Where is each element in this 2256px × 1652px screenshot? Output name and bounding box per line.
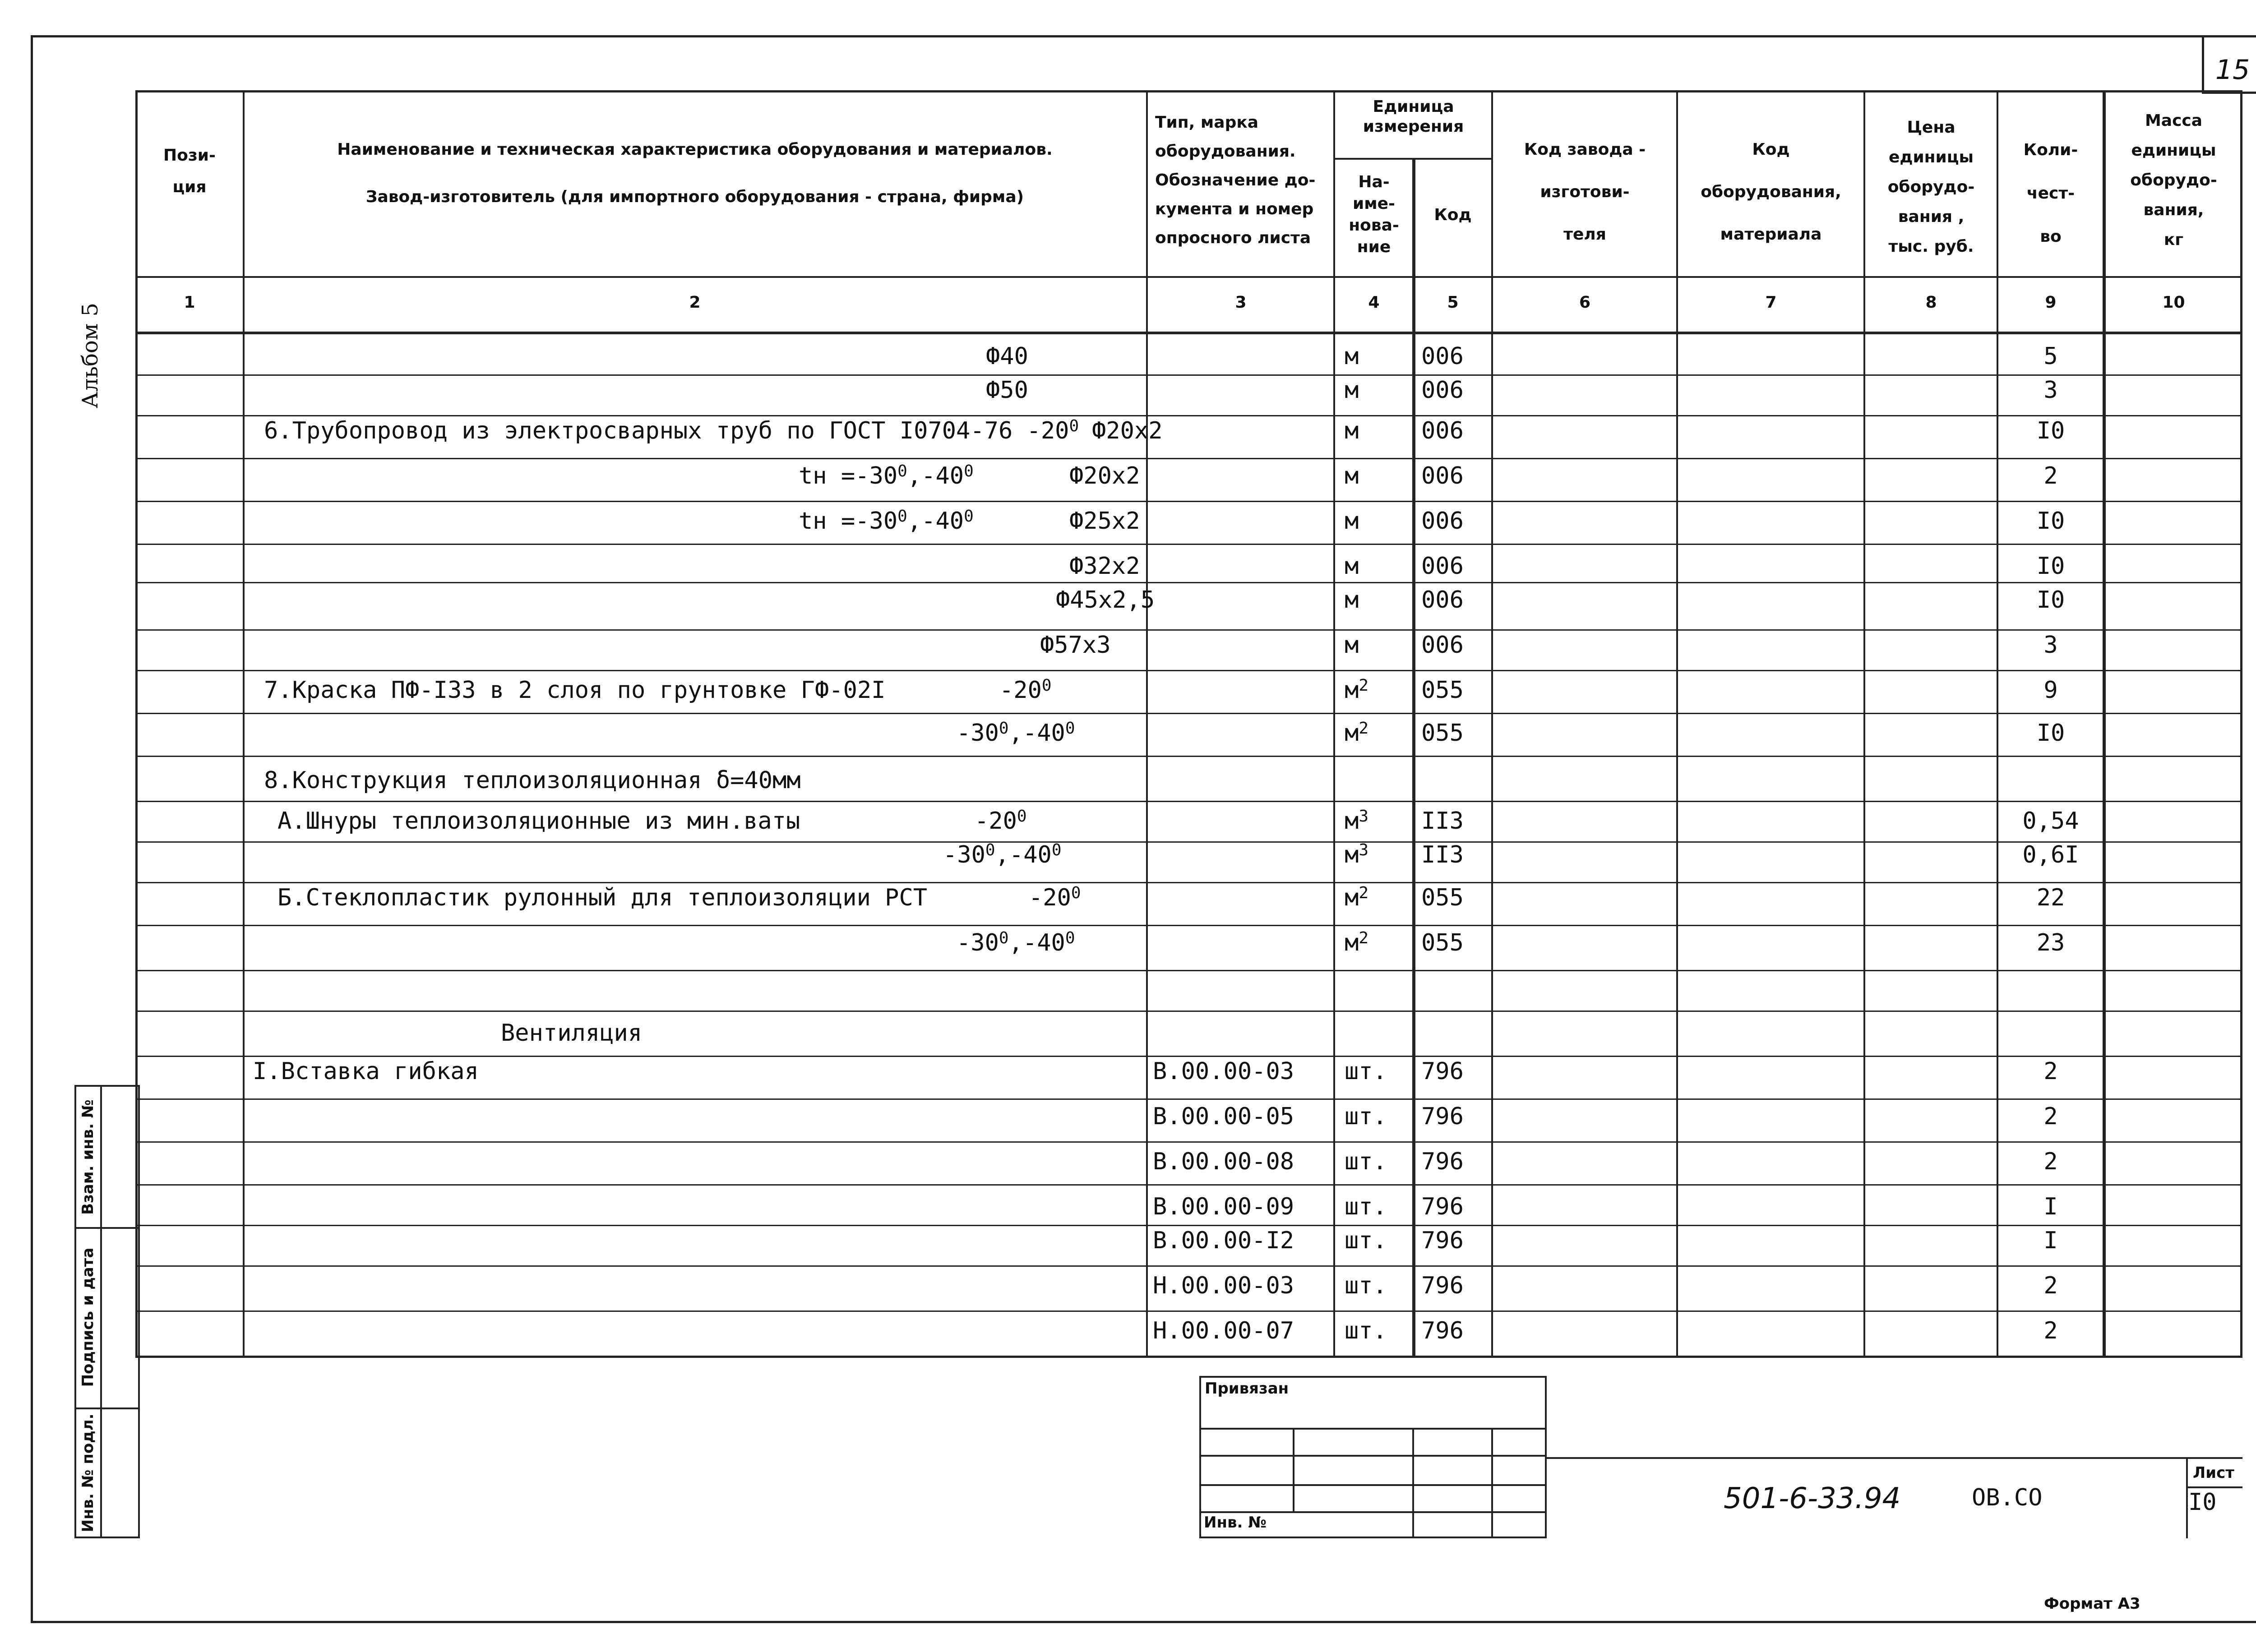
row-code: 055 <box>1421 884 1464 911</box>
row-qty: 0,54 <box>2022 808 2079 835</box>
row-name: Б.Стеклопластик рулонный для теплоизоляции РСТ <box>277 884 928 911</box>
colnum-1: 1 <box>184 293 195 312</box>
hdr-col2-line1: Наименование и техническая характеристика оборудования и материалов. <box>337 140 1053 159</box>
row-name: Ф45х2,5 <box>1056 586 1155 614</box>
row-qty: I <box>2043 1227 2058 1254</box>
row-divider <box>135 1141 2242 1143</box>
col-line-5 <box>1491 90 1493 1358</box>
row-divider <box>135 1056 2242 1057</box>
hdr-col5: Код <box>1434 206 1472 224</box>
row-divider <box>135 629 2242 631</box>
row-unit: шт. <box>1345 1058 1387 1085</box>
row-unit: м <box>1345 343 1359 370</box>
row-divider <box>135 841 2242 843</box>
row-unit: м <box>1345 632 1359 659</box>
row-qty: 2 <box>2043 1058 2058 1085</box>
row-divider <box>135 925 2242 926</box>
row-qty: 0,6I <box>2022 841 2079 868</box>
row-divider <box>135 415 2242 416</box>
row-unit: $м^3$ <box>1345 841 1368 868</box>
row-divider <box>135 458 2242 459</box>
row-code: 006 <box>1421 377 1464 404</box>
sheet-label: Лист <box>2193 1464 2234 1482</box>
col-line-6 <box>1676 90 1678 1358</box>
col-line-2 <box>1146 90 1148 1358</box>
row-unit: шт. <box>1345 1103 1387 1130</box>
privyazan-vline-1 <box>1293 1428 1294 1511</box>
row-name: $-30^0,-40^0$ <box>943 841 1062 868</box>
row-qty: 2 <box>2043 1272 2058 1299</box>
row-name: tн $=-30^0,-40^0$ <box>799 507 974 535</box>
row-divider <box>135 374 2242 376</box>
row-code: 796 <box>1421 1317 1464 1344</box>
row-qty: I <box>2043 1193 2058 1220</box>
colnum-10: 10 <box>2162 293 2185 312</box>
row-unit: шт. <box>1345 1193 1387 1220</box>
col-line-9 <box>2103 90 2106 1358</box>
row-divider <box>135 1011 2242 1012</box>
row-name: Ф50 <box>986 377 1028 404</box>
row-divider <box>135 544 2242 545</box>
row-divider <box>135 1184 2242 1186</box>
album-label: Альбом 5 <box>78 303 103 408</box>
col-line-8 <box>1997 90 1998 1358</box>
hdr-col10: Масса единицы оборудо- вания, кг <box>2130 111 2217 249</box>
row-name-tail: $-20^0$ <box>975 807 1027 835</box>
row-unit: м <box>1345 462 1359 489</box>
row-unit: м <box>1345 508 1359 535</box>
row-name-tail: $-20^0$ <box>999 676 1052 704</box>
colnum-7: 7 <box>1765 293 1777 312</box>
row-name: Вентиляция <box>501 1020 643 1047</box>
privyazan-vline-3 <box>1491 1428 1493 1538</box>
row-name: 6.Трубопровод из электросварных труб по ГОСТ I0704-76 $-20^0$ <box>264 417 1079 444</box>
col-line-7 <box>1863 90 1865 1358</box>
title-block-line <box>1547 1457 2242 1459</box>
row-code: 796 <box>1421 1193 1464 1220</box>
row-code: 055 <box>1421 929 1464 956</box>
row-type: В.00.00-03 <box>1153 1058 1294 1085</box>
row-code: 055 <box>1421 677 1464 704</box>
row-name-tail: $-20^0$ <box>1029 884 1081 911</box>
row-qty: I0 <box>2036 586 2065 614</box>
row-code: II3 <box>1421 808 1464 835</box>
row-qty: 22 <box>2036 884 2065 911</box>
row-unit: $м^2$ <box>1345 929 1368 956</box>
doc-number: 501-6-33.94 <box>1724 1482 1901 1515</box>
colnum-5: 5 <box>1447 293 1459 312</box>
privyazan-line-3 <box>1199 1484 1547 1486</box>
row-name: 8.Конструкция теплоизоляционная δ=40мм <box>264 767 801 794</box>
col-line-4 <box>1412 158 1415 1358</box>
row-name: $-30^0,-40^0$ <box>957 719 1075 747</box>
row-code: 006 <box>1421 508 1464 535</box>
row-code: 006 <box>1421 417 1464 444</box>
row-code: 796 <box>1421 1272 1464 1299</box>
row-name: $-30^0,-40^0$ <box>957 929 1075 956</box>
hdr-col45-group: Единица измерения <box>1363 97 1464 136</box>
col-line-3 <box>1333 90 1335 1358</box>
row-divider <box>135 801 2242 802</box>
row-qty: 2 <box>2043 1103 2058 1130</box>
left-strip-vzam: Взам. инв. № <box>79 1099 97 1215</box>
row-code: 006 <box>1421 553 1464 580</box>
row-divider <box>135 501 2242 502</box>
stamp-top-line <box>135 1356 2242 1357</box>
row-qty: I0 <box>2036 508 2065 535</box>
hdr-col6: Код завода - изготови- теля <box>1524 140 1646 244</box>
doc-code: ОВ.СО <box>1972 1484 2043 1511</box>
row-code: 006 <box>1421 586 1464 614</box>
row-qty: 23 <box>2036 929 2065 956</box>
row-unit: шт. <box>1345 1227 1387 1254</box>
header-bottom-line <box>135 276 2242 278</box>
col-line-1 <box>243 90 245 1358</box>
row-type: В.00.00-08 <box>1153 1148 1294 1175</box>
row-code: 796 <box>1421 1148 1464 1175</box>
privyazan-label: Привязан <box>1205 1380 1289 1398</box>
page-number: 15 <box>2215 54 2250 86</box>
row-name: Ф57х3 <box>1040 632 1111 659</box>
row-type: В.00.00-09 <box>1153 1193 1294 1220</box>
row-divider <box>135 970 2242 971</box>
row-type: В.00.00-05 <box>1153 1103 1294 1130</box>
row-name-tail: Ф25х2 <box>1069 508 1140 535</box>
row-type: Н.00.00-07 <box>1153 1317 1294 1344</box>
row-unit: шт. <box>1345 1317 1387 1344</box>
row-unit: $м^2$ <box>1345 676 1368 704</box>
row-name: Ф32х2 <box>1069 553 1140 580</box>
inv-no-label: Инв. № <box>1204 1514 1267 1532</box>
row-name: tн $=-30^0,-40^0$ <box>799 462 974 489</box>
hdr-col4: На- име- нова- ние <box>1349 173 1399 256</box>
row-divider <box>135 1311 2242 1312</box>
row-type: Н.00.00-03 <box>1153 1272 1294 1299</box>
privyazan-line-1 <box>1199 1428 1547 1430</box>
row-code: 796 <box>1421 1227 1464 1254</box>
row-qty: I0 <box>2036 720 2065 747</box>
row-qty: 5 <box>2043 343 2058 370</box>
row-name: А.Шнуры теплоизоляционные из мин.ваты <box>277 808 800 835</box>
row-divider <box>135 1265 2242 1267</box>
left-strip-divider <box>100 1085 102 1538</box>
row-code: II3 <box>1421 841 1464 868</box>
row-name: I.Вставка гибкая <box>253 1058 479 1085</box>
hdr-col3: Тип, марка оборудования. Обозначение до- кумента и номер опросного листа <box>1155 113 1316 247</box>
colnum-bottom-line <box>135 332 2242 334</box>
row-qty: 2 <box>2043 1148 2058 1175</box>
privyazan-vline-2 <box>1412 1428 1414 1538</box>
row-qty: 3 <box>2043 632 2058 659</box>
hdr-col2-line2: Завод-изготовитель (для импортного оборудования - страна, фирма) <box>365 188 1024 206</box>
row-qty: 9 <box>2043 677 2058 704</box>
privyazan-line-4 <box>1199 1511 1547 1513</box>
row-qty: 3 <box>2043 377 2058 404</box>
hdr-col9: Коли- чест- во <box>2023 141 2078 246</box>
row-divider <box>135 756 2242 757</box>
row-code: 006 <box>1421 632 1464 659</box>
format-label: Формат А3 <box>2044 1595 2140 1613</box>
row-unit: $м^2$ <box>1345 719 1368 747</box>
colnum-8: 8 <box>1925 293 1937 312</box>
row-divider <box>135 1098 2242 1100</box>
colnum-4: 4 <box>1368 293 1380 312</box>
hdr-col8: Цена единицы оборудо- вания , тыс. руб. <box>1887 118 1975 256</box>
row-qty: 2 <box>2043 462 2058 489</box>
hdr-col7: Код оборудования, материала <box>1701 140 1841 244</box>
row-unit: $м^3$ <box>1345 807 1368 835</box>
left-strip-inv-podl: Инв. № подл. <box>79 1413 97 1532</box>
colnum-2: 2 <box>689 293 701 312</box>
row-divider <box>135 713 2242 714</box>
left-strip-line-1 <box>74 1227 140 1229</box>
row-type: В.00.00-I2 <box>1153 1227 1294 1254</box>
row-unit: м <box>1345 586 1359 614</box>
colnum-3: 3 <box>1235 293 1247 312</box>
left-strip-podpis: Подпись и дата <box>79 1247 97 1387</box>
row-code: 006 <box>1421 343 1464 370</box>
row-divider <box>135 1225 2242 1226</box>
colnum-6: 6 <box>1579 293 1591 312</box>
row-unit: шт. <box>1345 1272 1387 1299</box>
row-code: 006 <box>1421 462 1464 489</box>
sheet-value: I0 <box>2188 1489 2217 1516</box>
row-unit: м <box>1345 417 1359 444</box>
row-unit: $м^2$ <box>1345 884 1368 911</box>
row-code: 796 <box>1421 1103 1464 1130</box>
row-unit: шт. <box>1345 1148 1387 1175</box>
row-divider <box>135 882 2242 883</box>
row-name: 7.Краска ПФ-I33 в 2 слоя по грунтовке ГФ-02I <box>264 677 886 704</box>
row-name: Ф40 <box>986 343 1028 370</box>
row-code: 055 <box>1421 720 1464 747</box>
row-qty: 2 <box>2043 1317 2058 1344</box>
row-divider <box>135 582 2242 583</box>
colnum-9: 9 <box>2045 293 2057 312</box>
row-qty: I0 <box>2036 417 2065 444</box>
privyazan-line-2 <box>1199 1455 1547 1457</box>
sheet-divider <box>2186 1486 2242 1488</box>
row-unit: м <box>1345 377 1359 404</box>
row-name-tail: Ф20х2 <box>1092 417 1163 444</box>
row-qty: I0 <box>2036 553 2065 580</box>
hdr-col1: Пози- ция <box>163 146 216 196</box>
row-unit: м <box>1345 553 1359 580</box>
row-divider <box>135 670 2242 671</box>
row-code: 796 <box>1421 1058 1464 1085</box>
row-name-tail: Ф20х2 <box>1069 462 1140 489</box>
